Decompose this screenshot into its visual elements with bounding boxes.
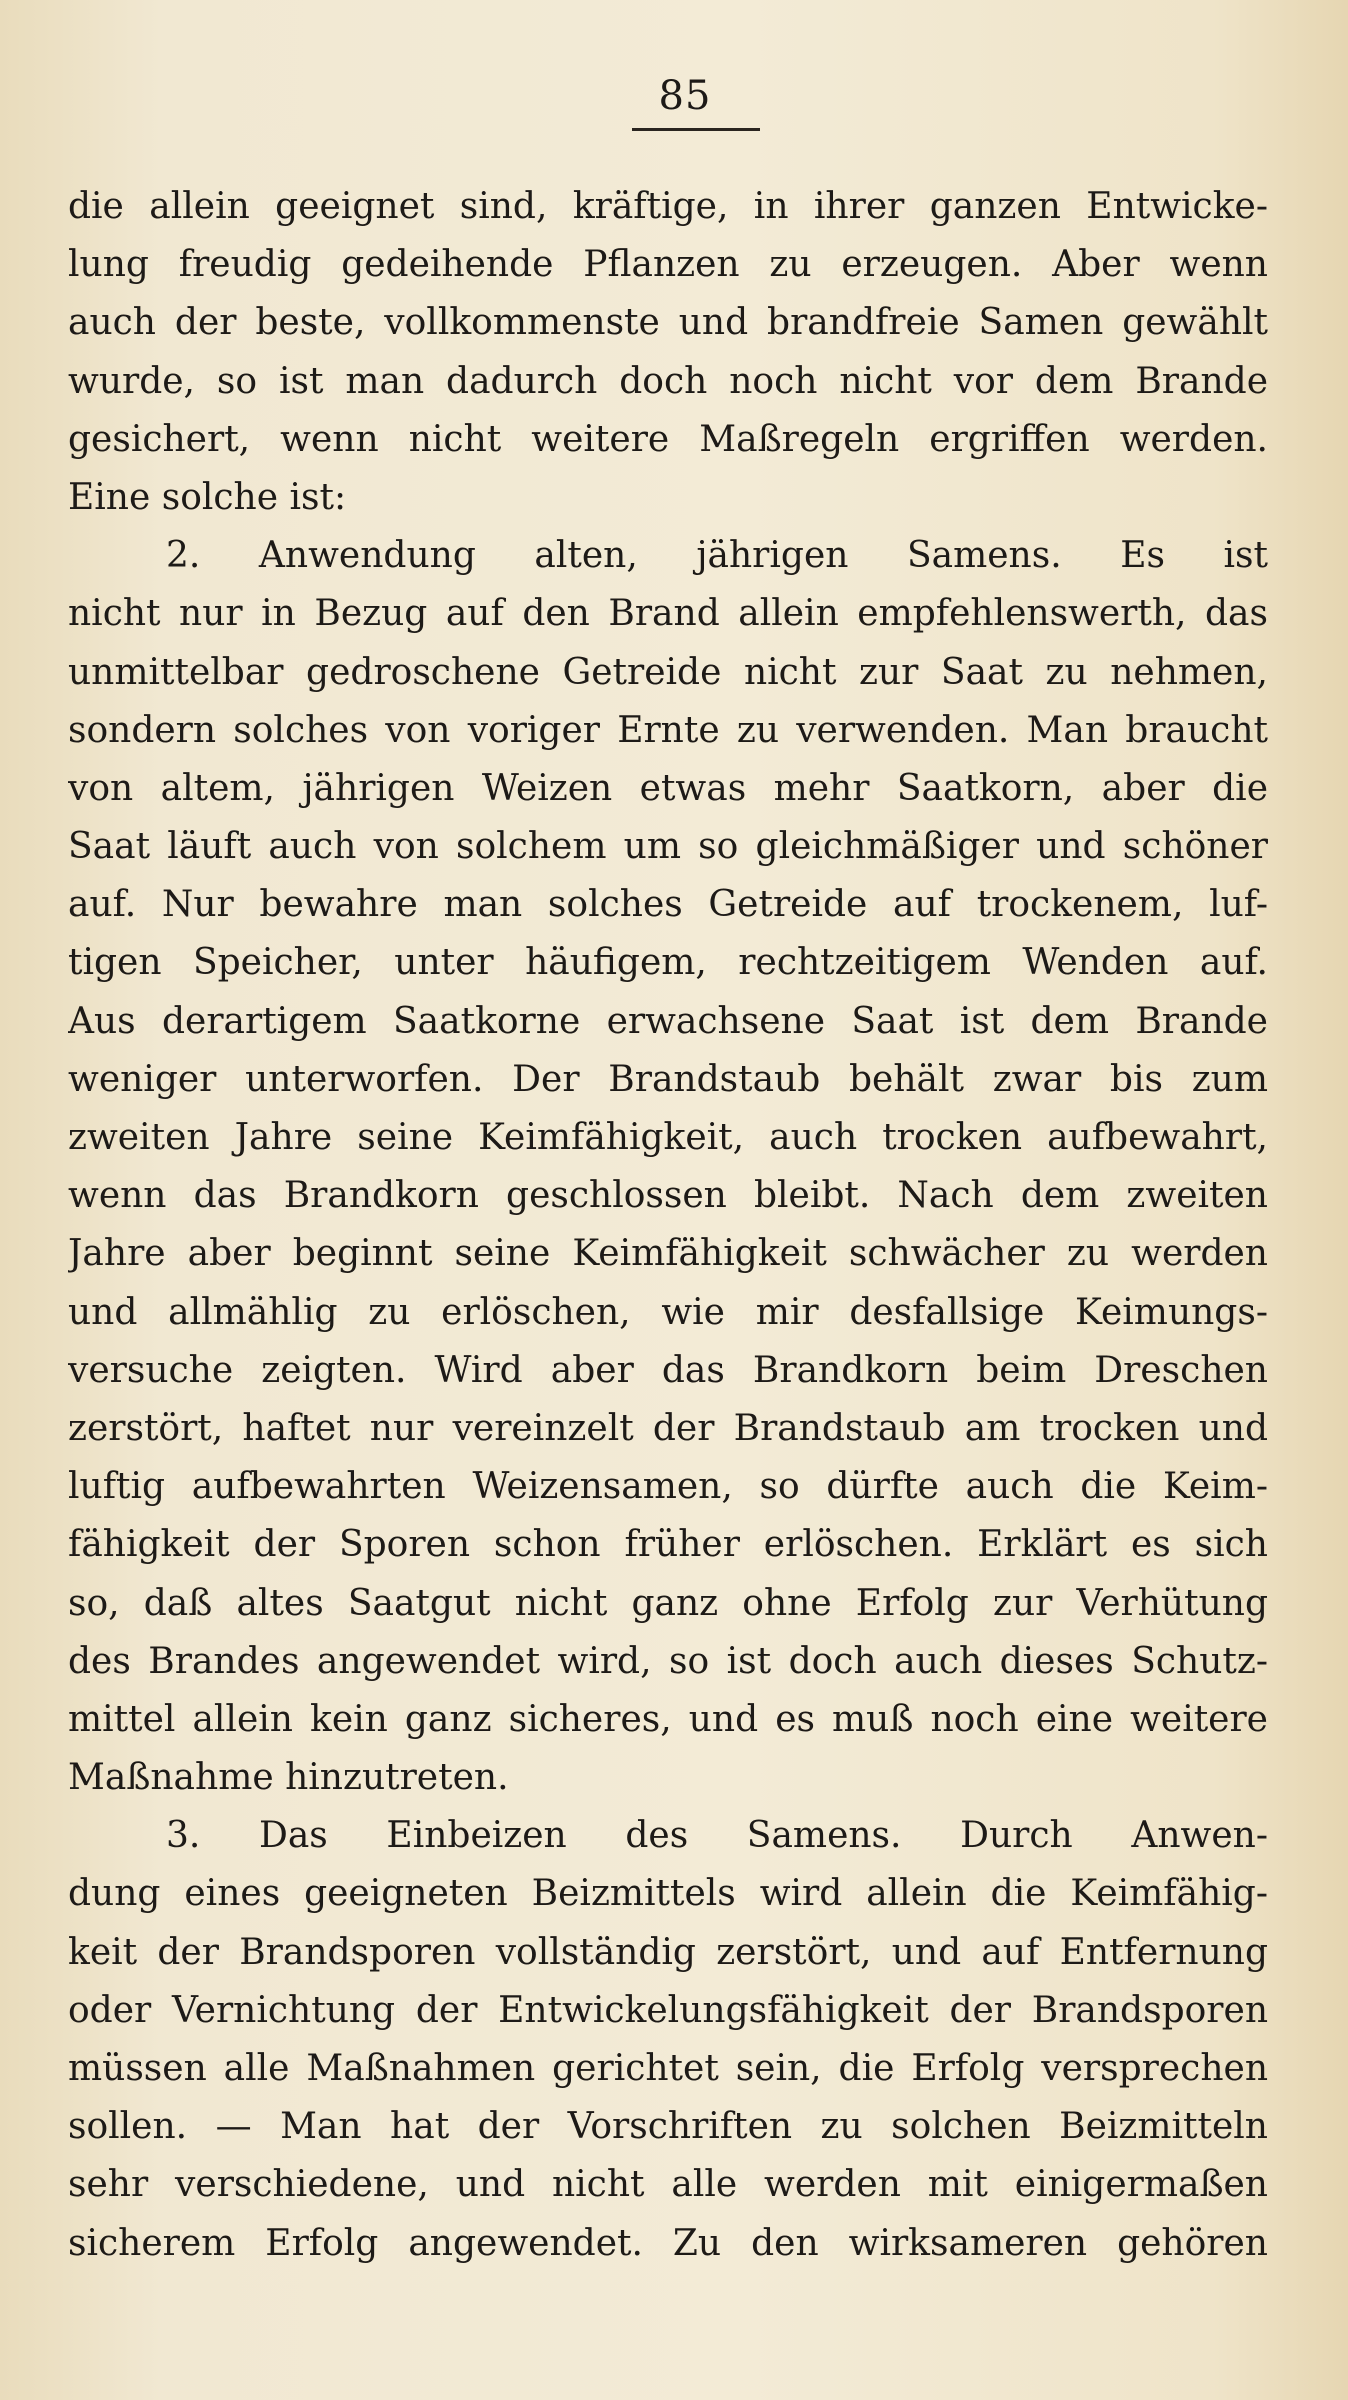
text-line: Eine solche ist: [68, 476, 347, 518]
text-line: die allein geeignet sind, kräftige, in ihrer ganzen Entwicke- [68, 186, 1268, 227]
text-line: sicherem Erfolg angewendet. Zu den wirksameren gehören [68, 2222, 1268, 2264]
text-line: zweiten Jahre seine Keimfähigkeit, auch trocken aufbewahrt, [68, 1117, 1268, 1158]
page-number: 85 [658, 73, 712, 119]
text-line: auch der beste, vollkommenste und brandfreie Samen gewählt [68, 302, 1268, 344]
text-line: wurde, so ist man dadurch doch noch nicht vor dem Brande [68, 360, 1268, 402]
text-line: keit der Brandsporen vollständig zerstört, und auf Entfernung [68, 1931, 1268, 1973]
text-line: mittel allein kein ganz sicheres, und es muß noch eine weitere [68, 1698, 1268, 1740]
text-line: nicht nur in Bezug auf den Brand allein empfehlenswerth, das [68, 593, 1268, 635]
text-line: auf. Nur bewahre man solches Getreide auf trockenem, luf- [68, 884, 1268, 926]
text-line: Maßnahme hinzutreten. [68, 1757, 509, 1799]
text-line: zerstört, haftet nur vereinzelt der Brandstaub am trocken und [68, 1407, 1268, 1449]
text-line: fähigkeit der Sporen schon früher erlöschen. Erklärt es sich [68, 1524, 1268, 1566]
text-line: und allmählig zu erlöschen, wie mir desfallsige Keimungs- [68, 1291, 1268, 1333]
text-line: sondern solches von voriger Ernte zu verwenden. Man braucht [68, 709, 1268, 751]
text-line: sehr verschiedene, und nicht alle werden mit einigermaßen [68, 2164, 1268, 2206]
text-line: Aus derartigem Saatkorne erwachsene Saat ist dem Brande [68, 1000, 1268, 1042]
text-line: müssen alle Maßnahmen gerichtet sein, die Erfolg versprechen [68, 2048, 1268, 2089]
text-line: wenn das Brandkorn geschlossen bleibt. Nach dem zweiten [68, 1175, 1268, 1217]
text-line: Saat läuft auch von solchem um so gleichmäßiger und schöner [68, 826, 1268, 868]
text-line: dung eines geeigneten Beizmittels wird allein die Keimfähig- [68, 1873, 1268, 1915]
text-line: luftig aufbewahrten Weizensamen, so dürfte auch die Keim- [68, 1466, 1268, 1508]
section-heading-line: 3. Das Einbeizen des Samens. Durch Anwen- [166, 1815, 1268, 1857]
text-line: weniger unterworfen. Der Brandstaub behält zwar bis zum [68, 1058, 1268, 1100]
text-line: versuche zeigten. Wird aber das Brandkorn beim Dreschen [68, 1349, 1268, 1391]
text-line: sollen. — Man hat der Vorschriften zu solchen Beizmitteln [68, 2106, 1268, 2148]
text-line: lung freudig gedeihende Pflanzen zu erzeugen. Aber wenn [68, 244, 1268, 286]
text-line: von altem, jährigen Weizen etwas mehr Saatkorn, aber die [68, 767, 1268, 809]
text-line: unmittelbar gedroschene Getreide nicht zur Saat zu nehmen, [68, 651, 1268, 693]
text-line: so, daß altes Saatgut nicht ganz ohne Erfolg zur Verhütung [68, 1582, 1268, 1624]
header-rule [632, 128, 760, 131]
text-line: oder Vernichtung der Entwickelungsfähigkeit der Brandsporen [68, 1989, 1268, 2031]
text-line: tigen Speicher, unter häufigem, rechtzeitigem Wenden auf. [68, 942, 1268, 984]
text-line: des Brandes angewendet wird, so ist doch auch dieses Schutz- [68, 1640, 1268, 1682]
body-text [68, 178, 1268, 2273]
section-heading-line: 2. Anwendung alten, jährigen Samens. Es ist [166, 535, 1268, 577]
text-line: gesichert, wenn nicht weitere Maßregeln ergriffen werden. [68, 418, 1268, 460]
text-line: Jahre aber beginnt seine Keimfähigkeit schwächer zu werden [68, 1233, 1268, 1275]
